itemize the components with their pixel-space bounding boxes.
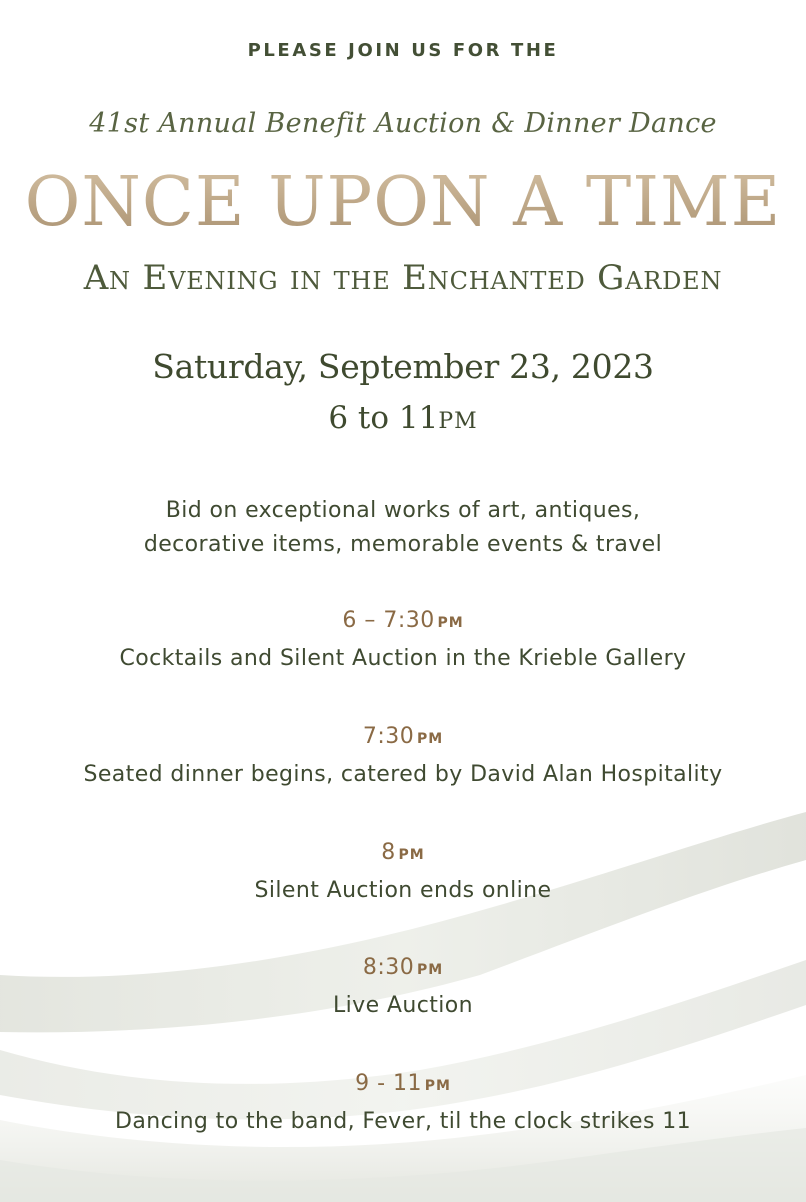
schedule-item-5-text: Dancing to the band, Fever, til the clock strikes 11 bbox=[115, 1109, 691, 1134]
schedule-time-value: 9 - 11 bbox=[355, 1071, 422, 1096]
event-time-number: 6 to 11 bbox=[328, 400, 439, 436]
event-time-unit: pm bbox=[438, 400, 478, 436]
event-name: 41st Annual Benefit Auction & Dinner Dance bbox=[89, 108, 717, 139]
schedule-item-1-time bbox=[0, 608, 806, 633]
schedule-item-5-time bbox=[0, 1071, 806, 1096]
schedule-time-unit: pm bbox=[398, 840, 425, 864]
schedule-item-1-text: Cocktails and Silent Auction in the Krieble Gallery bbox=[119, 646, 687, 671]
schedule-item-4-time bbox=[0, 955, 806, 980]
schedule-item-3-text: Silent Auction ends online bbox=[254, 878, 552, 903]
description-line-2: decorative items, memorable events & travel bbox=[143, 532, 663, 557]
schedule-time-value: 7:30 bbox=[362, 724, 415, 749]
schedule-item-2-time bbox=[0, 724, 806, 749]
schedule-time-value: 8:30 bbox=[362, 955, 415, 980]
schedule-item-4-text: Live Auction bbox=[333, 993, 473, 1018]
schedule-time-value: 8 bbox=[381, 840, 396, 865]
schedule-item-3-time bbox=[0, 840, 806, 865]
event-date: Saturday, September 23, 2023 bbox=[152, 347, 654, 386]
schedule-time-unit: pm bbox=[416, 955, 444, 979]
invitation-intro: PLEASE JOIN US FOR THE bbox=[247, 40, 559, 61]
schedule-time-value: 6 – 7:30 bbox=[342, 608, 435, 633]
event-time bbox=[0, 400, 806, 436]
event-tagline: An Evening in the Enchanted Garden bbox=[83, 258, 723, 298]
schedule-time-unit: pm bbox=[416, 724, 444, 748]
schedule-time-unit: pm bbox=[437, 608, 464, 632]
schedule-item-2-text: Seated dinner begins, catered by David Alan Hospitality bbox=[83, 762, 723, 787]
description-line-1: Bid on exceptional works of art, antiques, bbox=[165, 498, 641, 523]
schedule-time-unit: pm bbox=[424, 1071, 451, 1095]
event-title: ONCE UPON A TIME bbox=[0, 158, 806, 248]
